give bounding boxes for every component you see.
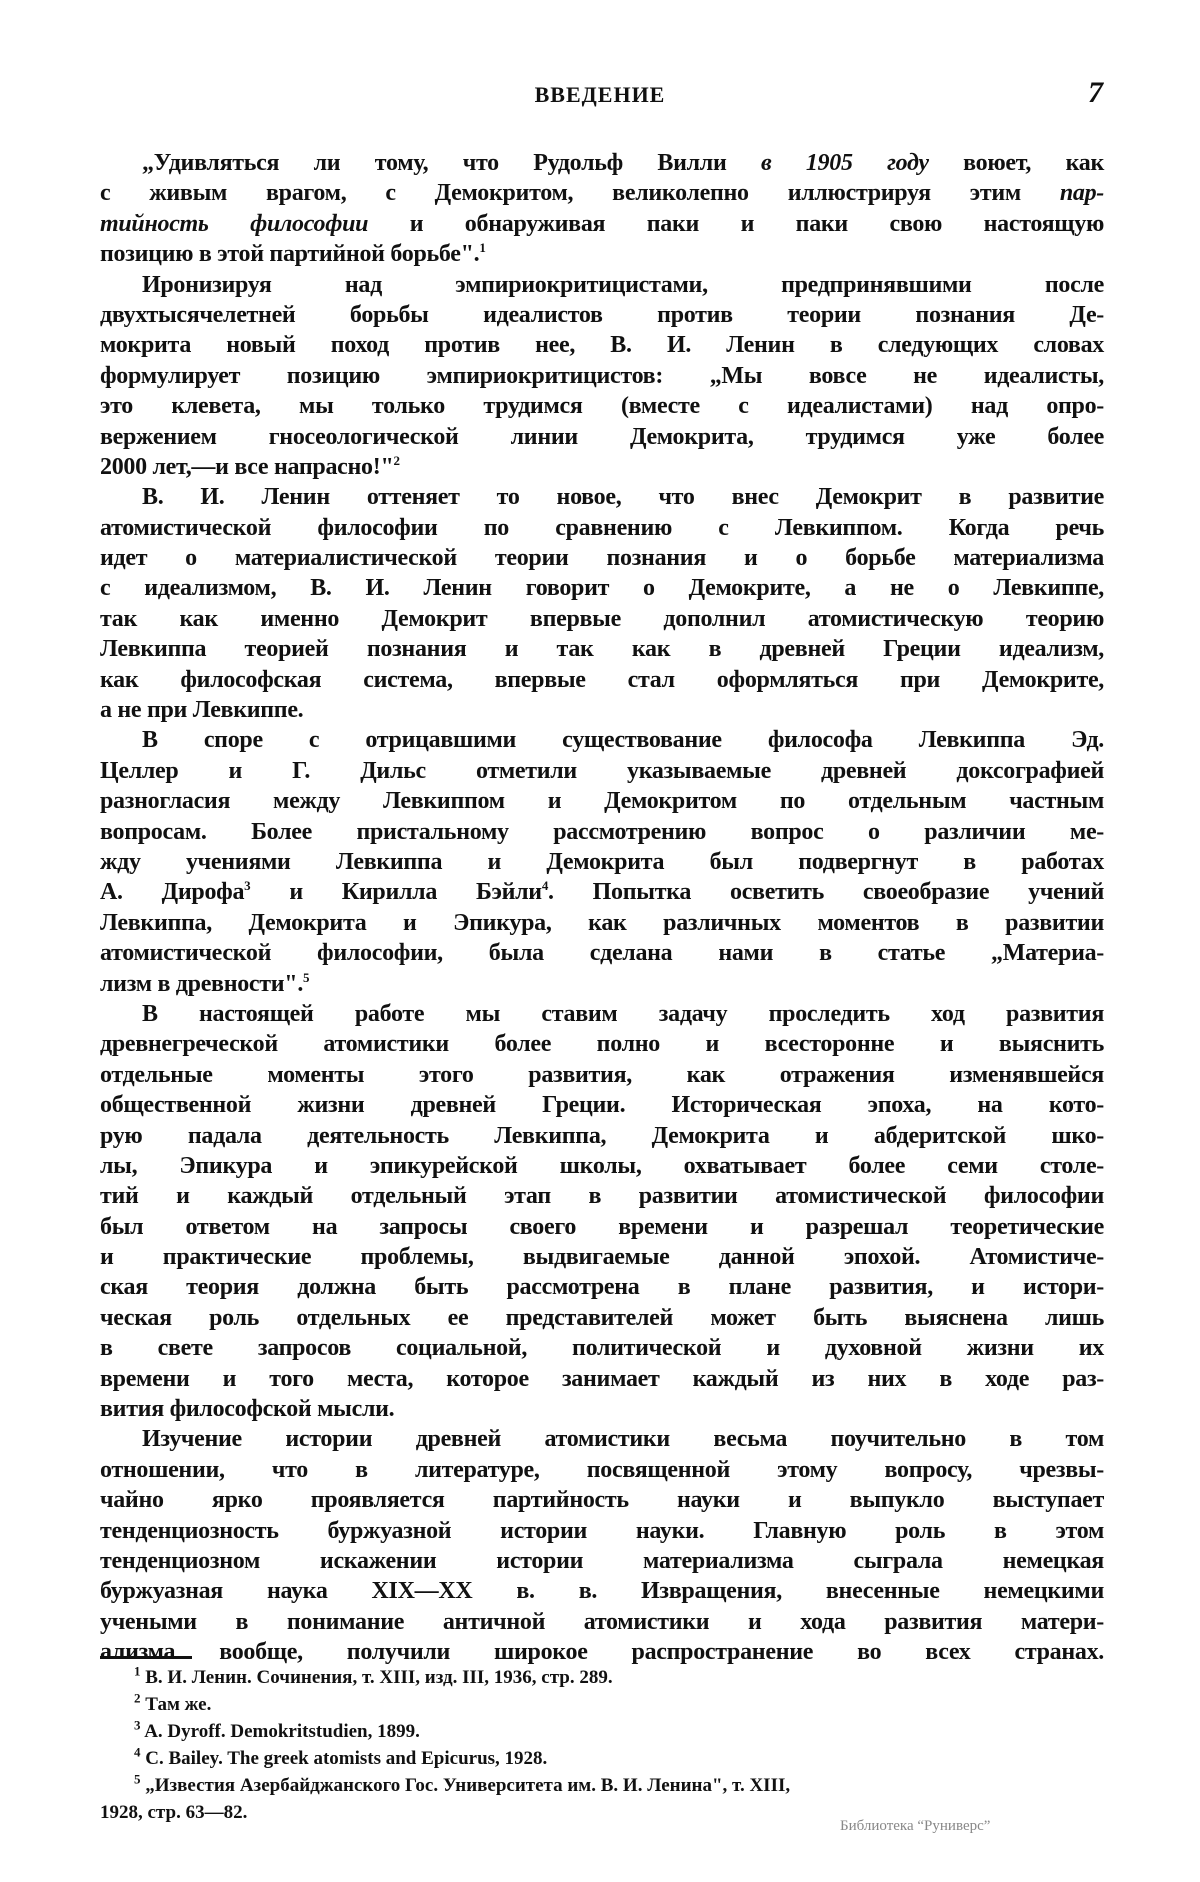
text-segment: был ответом на запросы своего времени и разрешал теоретические [100, 1213, 1104, 1240]
footnote-mark: 5 [134, 1771, 141, 1787]
text-line [100, 391, 1104, 421]
text-segment: вержением гносеологической линии Демокрита, трудимся уже более [100, 423, 1104, 450]
text-line [100, 330, 1104, 360]
footnote-separator [100, 1656, 192, 1659]
text-segment: атомистической философии по сравнению с Левкиппом. Когда речь [100, 514, 1104, 541]
text-segment: ческая роль отдельных ее представителей может быть выяснена лишь [100, 1304, 1104, 1331]
footnote-text: 1928, стр. 63—82. [100, 1802, 248, 1823]
text-line [100, 786, 1104, 816]
footnote-ref: 3 [244, 878, 251, 894]
text-segment: тийность философии [100, 210, 369, 237]
text-segment: В. И. Ленин оттеняет то новое, что внес Демокрит в развитие [142, 484, 1104, 511]
text-line [100, 1546, 1104, 1576]
text-line [100, 1303, 1104, 1333]
text-line [100, 482, 1104, 512]
text-line [100, 209, 1104, 239]
text-line [100, 1576, 1104, 1606]
text-segment: буржуазная наука XIX—XX в. в. Извращения, внесенные немецкими [100, 1578, 1104, 1605]
text-segment: Целлер и Г. Дильс отметили указываемые древней доксографией [100, 757, 1104, 784]
text-line [100, 665, 1104, 695]
text-segment: тий и каждый отдельный этап в развитии атомистической философии [100, 1183, 1104, 1210]
text-line [100, 1121, 1104, 1151]
text-segment: . Попытка осветить своеобразие учений [548, 879, 1104, 906]
text-segment: 2000 лет,—и все напрасно!" [100, 453, 394, 480]
text-line [100, 1637, 1104, 1667]
text-line [100, 573, 1104, 603]
footnote [100, 1691, 1104, 1718]
text-segment: учеными в понимание античной атомистики и хода развития матери- [100, 1608, 1104, 1635]
text-segment: и Кирилла Бэйли [250, 879, 542, 906]
text-segment: это клевета, мы только трудимся (вместе с идеалистами) над опро- [100, 393, 1104, 420]
text-line [100, 756, 1104, 786]
text-line [100, 1333, 1104, 1363]
text-line [100, 604, 1104, 634]
footnote [100, 1664, 1104, 1691]
footnote-text: C. Bailey. The greek atomists and Epicurus, 1928. [140, 1748, 548, 1769]
text-segment: и обнаруживая паки и паки свою настоящую [368, 210, 1104, 237]
text-segment: пар- [1059, 180, 1104, 207]
text-line [100, 908, 1104, 938]
text-line [100, 1060, 1104, 1090]
text-line [100, 1181, 1104, 1211]
text-segment: ская теория должна быть рассмотрена в плане развития, и истори- [100, 1274, 1104, 1301]
text-segment: вопросам. Более пристальному рассмотрению вопрос о различии ме- [100, 818, 1104, 845]
text-segment: воюет, как [928, 150, 1104, 176]
text-segment: Левкиппа, Демокрита и Эпикура, как различных моментов в развитии [100, 909, 1104, 936]
text-line [100, 513, 1104, 543]
footnote-ref: 2 [393, 452, 400, 468]
text-line [100, 1455, 1104, 1485]
page-number: 7 [1088, 76, 1103, 109]
text-line [100, 634, 1104, 664]
text-line [100, 1394, 1104, 1424]
text-line [100, 1516, 1104, 1546]
text-line [100, 1424, 1104, 1454]
text-line [100, 999, 1104, 1029]
footnote-text: В. И. Ленин. Сочинения, т. XIII, изд. III, 1936, стр. 289. [140, 1667, 613, 1688]
text-line [100, 817, 1104, 847]
text-segment: тенденциозность буржуазной истории науки. Главную роль в этом [100, 1517, 1104, 1544]
text-segment: Левкиппа теорией познания и так как в древней Греции идеализм, [100, 636, 1104, 663]
text-segment: жду учениями Левкиппа и Демокрита был подвергнут в работах [100, 848, 1104, 875]
chapter-title: ВВЕДЕНИЕ [534, 82, 666, 107]
text-segment: идет о материалистической теории познания и о борьбе материализма [100, 545, 1104, 572]
text-line [100, 270, 1104, 300]
text-segment: В настоящей работе мы ставим задачу проследить ход развития [142, 1000, 1104, 1027]
text-line [100, 361, 1104, 391]
footnote-ref: 1 [479, 240, 486, 256]
text-line [100, 1485, 1104, 1515]
text-segment: разногласия между Левкиппом и Демокритом по отдельным частным [100, 788, 1104, 815]
footnote-text: A. Dyroff. Demokritstudien, 1899. [140, 1721, 420, 1742]
text-segment: Изучение истории древней атомистики весьма поучительно в том [142, 1426, 1104, 1453]
footnote-text: Там же. [140, 1694, 212, 1715]
footnote [100, 1772, 1104, 1799]
text-line [100, 1272, 1104, 1302]
text-line [100, 148, 1104, 178]
text-line [100, 877, 1104, 907]
text-segment: А. Дирофа [100, 879, 245, 906]
text-line [100, 1029, 1104, 1059]
text-line [100, 300, 1104, 330]
text-segment: в свете запросов социальной, политической и духовной жизни их [100, 1335, 1104, 1362]
text-line [100, 543, 1104, 573]
footnote [100, 1745, 1104, 1772]
library-watermark: Библиотека “Руниверс” [840, 1818, 991, 1834]
text-line [100, 1090, 1104, 1120]
text-line [100, 1242, 1104, 1272]
text-line [100, 725, 1104, 755]
footnote-ref: 5 [303, 969, 310, 985]
text-line [100, 1151, 1104, 1181]
text-segment: общественной жизни древней Греции. Историческая эпоха, на кото- [100, 1092, 1104, 1119]
text-segment: Иронизируя над эмпириокритицистами, предпринявшими после [142, 271, 1104, 298]
text-line [100, 695, 1104, 725]
text-line [100, 239, 1104, 269]
text-line [100, 969, 1104, 999]
text-segment: ализма вообще, получили широкое распространение во всех странах. [100, 1639, 1104, 1666]
footnote-ref: 4 [541, 878, 549, 894]
text-segment: и практические проблемы, выдвигаемые данной эпохой. Атомистиче- [100, 1244, 1104, 1271]
text-segment: мокрита новый поход против нее, В. И. Ленин в следующих словах [100, 332, 1104, 359]
text-segment: времени и того места, которое занимает каждый из них в ходе раз- [100, 1365, 1104, 1392]
text-segment: В споре с отрицавшими существование философа Левкиппа Эд. [142, 727, 1104, 754]
text-line [100, 1364, 1104, 1394]
text-segment: лизм в древности". [100, 970, 304, 997]
text-segment: в 1905 году [760, 150, 929, 176]
footnote-mark: 4 [134, 1744, 141, 1760]
footnote [100, 1718, 1104, 1745]
footnote-text: „Известия Азербайджанского Гос. Университета им. В. И. Ленина", т. XIII, [140, 1775, 791, 1796]
footnote-mark: 2 [134, 1690, 141, 1706]
text-line [100, 938, 1104, 968]
body-text [100, 148, 1104, 1668]
text-segment: древнегреческой атомистики более полно и всесторонне и выяснить [100, 1031, 1104, 1058]
text-line [100, 1212, 1104, 1242]
footnote-mark: 1 [134, 1663, 141, 1679]
text-line [100, 422, 1104, 452]
text-line [100, 847, 1104, 877]
text-segment: двухтысячелетней борьбы идеалистов против теории познания Де- [100, 301, 1104, 328]
footnotes [100, 1664, 1104, 1826]
text-segment: как философская система, впервые стал оформляться при Демокрите, [100, 666, 1104, 693]
text-segment: отдельные моменты этого развития, как отражения изменявшейся [100, 1061, 1104, 1088]
text-segment: отношении, что в литературе, посвященной этому вопросу, чрезвы- [100, 1456, 1104, 1483]
text-segment: вития философской мысли. [100, 1396, 395, 1423]
text-line [100, 1607, 1104, 1637]
text-line [100, 178, 1104, 208]
text-segment: позицию в этой партийной борьбе". [100, 241, 480, 268]
text-segment: атомистической философии, была сделана нами в статье „Материа- [100, 940, 1104, 967]
text-segment: чайно ярко проявляется партийность науки и выпукло выступает [100, 1487, 1104, 1514]
text-segment: рую падала деятельность Левкиппа, Демокрита и абдеритской шко- [100, 1122, 1104, 1149]
text-segment: „Удивляться ли тому, что Рудольф Вилли [142, 150, 761, 176]
text-segment: тенденциозном искажении истории материализма сыграла немецкая [100, 1547, 1104, 1574]
footnote-mark: 3 [134, 1717, 141, 1733]
text-segment: а не при Левкиппе. [100, 697, 304, 724]
text-segment: так как именно Демокрит впервые дополнил атомистическую теорию [100, 605, 1104, 632]
text-line [100, 452, 1104, 482]
text-segment: с живым врагом, с Демокритом, великолепно иллюстрируя этим [100, 180, 1060, 207]
text-segment: лы, Эпикура и эпикурейской школы, охватывает более семи столе- [100, 1152, 1104, 1179]
text-segment: с идеализмом, В. И. Ленин говорит о Демокрите, а не о Левкиппе, [100, 575, 1104, 602]
text-segment: формулирует позицию эмпириокритицистов: „Мы вовсе не идеалисты, [100, 362, 1104, 389]
